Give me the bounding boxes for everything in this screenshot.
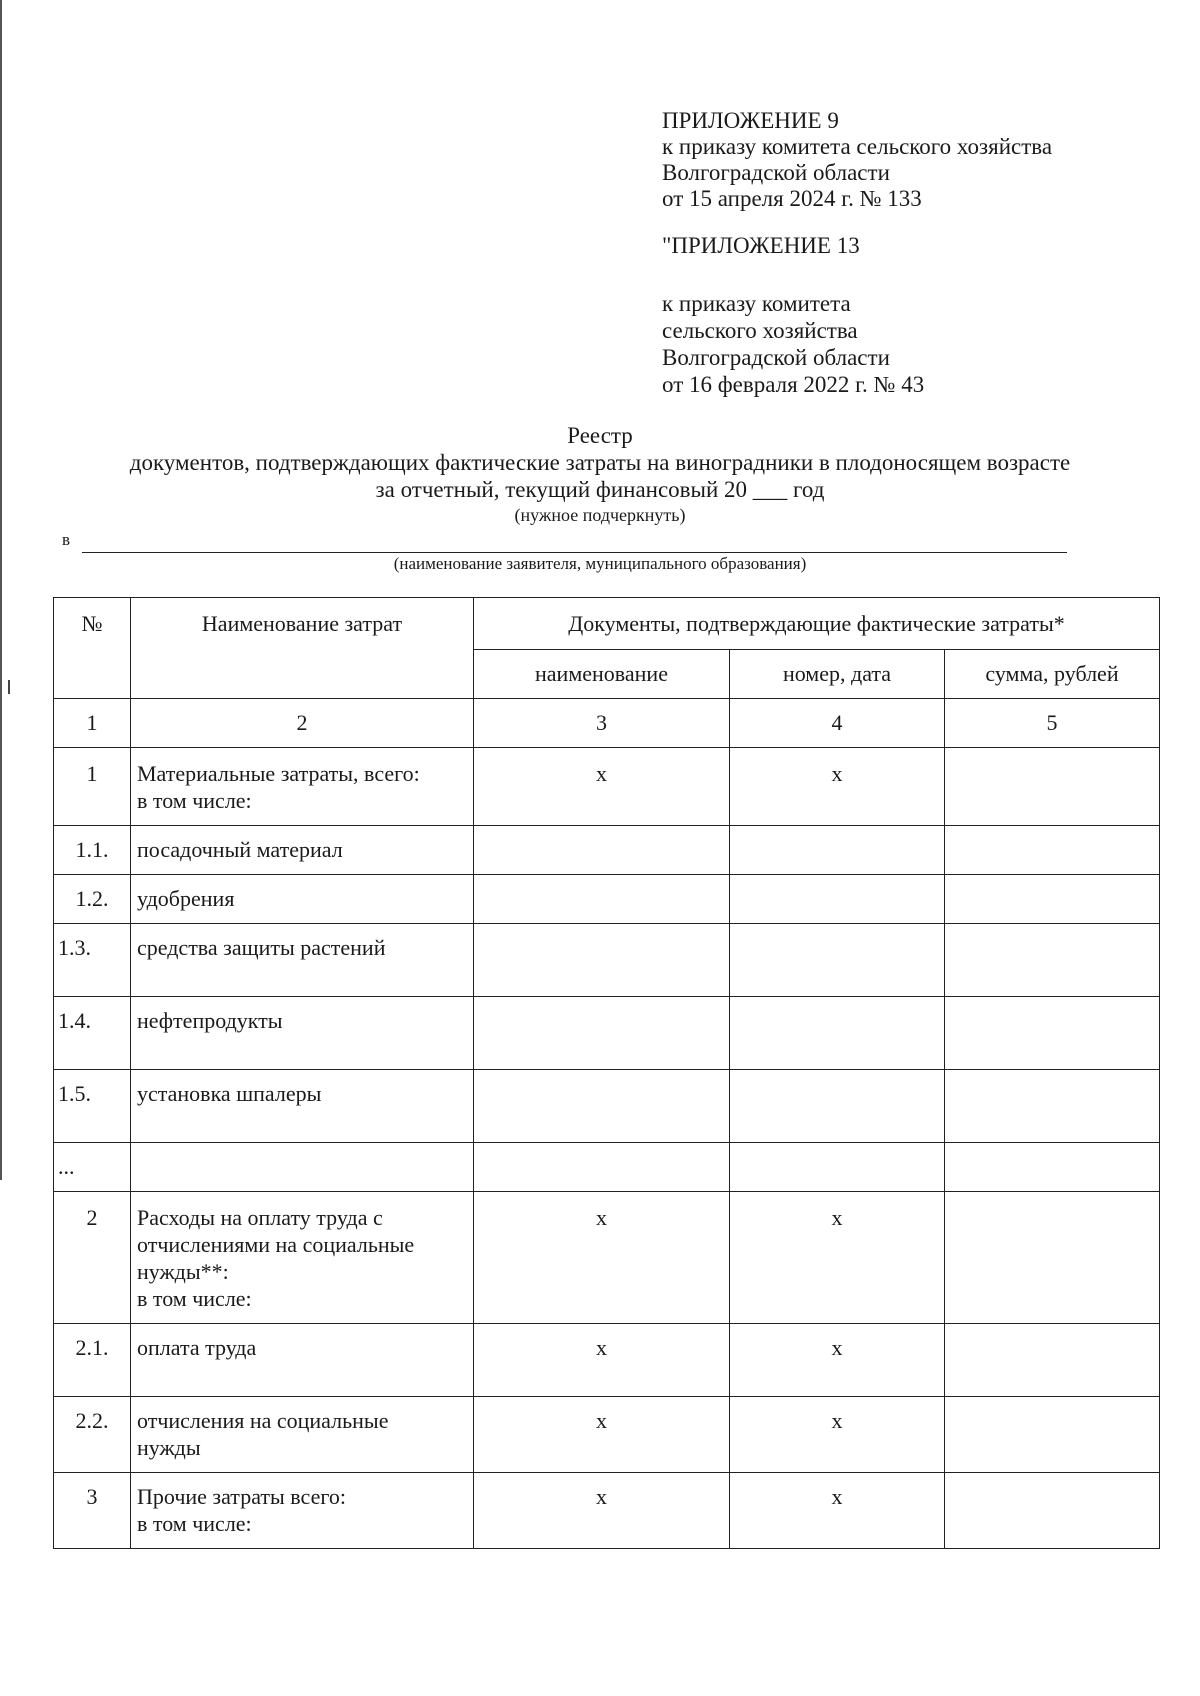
- cell-doc-number: х: [730, 1192, 945, 1324]
- header-name: Наименование затрат: [131, 598, 474, 699]
- applicant-prefix: в: [62, 530, 71, 549]
- cell-doc-name: х: [474, 748, 730, 826]
- row-name: [131, 1473, 474, 1549]
- applicant-blank-line: [82, 552, 1067, 553]
- row-name: [131, 1397, 474, 1473]
- column-number: 1: [54, 699, 131, 748]
- cell-doc-sum: [945, 826, 1160, 875]
- row-name-line: отчислениями на социальные: [137, 1232, 415, 1257]
- cell-doc-number: [730, 997, 945, 1070]
- cell-doc-name: [474, 826, 730, 875]
- row-name: удобрения: [131, 875, 474, 924]
- table-row: [54, 826, 1160, 875]
- row-name: нефтепродукты: [131, 997, 474, 1070]
- cell-doc-number: х: [730, 1324, 945, 1397]
- row-number: ...: [54, 1143, 131, 1192]
- applicant-caption: (наименование заявителя, муниципального образования): [393, 554, 807, 573]
- row-name-line: в том числе:: [137, 788, 252, 813]
- registry-table: [53, 597, 1160, 1549]
- registry-title-line: документов, подтверждающих фактические затраты на виноградники в плодоносящем возрасте: [129, 450, 1071, 475]
- row-name-line: Расходы на оплату труда с: [137, 1205, 383, 1230]
- header-doc-sum: сумма, рублей: [945, 650, 1160, 699]
- cell-doc-number: [730, 875, 945, 924]
- row-name: [131, 1192, 474, 1324]
- column-number: 4: [730, 699, 945, 748]
- cell-doc-name: [474, 875, 730, 924]
- annex-line: Волгоградской области: [662, 160, 890, 185]
- table-row: [54, 1143, 1160, 1192]
- annex-header: [662, 108, 1052, 212]
- row-number: 2.2.: [54, 1397, 131, 1473]
- annex-line: к приказу комитета: [662, 291, 851, 316]
- row-name-line: в том числе:: [137, 1511, 252, 1536]
- row-number: 1.2.: [54, 875, 131, 924]
- row-number: 1.4.: [54, 997, 131, 1070]
- row-name: средства защиты растений: [131, 924, 474, 997]
- row-name-line: Прочие затраты всего:: [137, 1484, 346, 1509]
- row-name: посадочный материал: [131, 826, 474, 875]
- cell-doc-sum: [945, 997, 1160, 1070]
- annex-title: ПРИЛОЖЕНИЕ 9: [662, 108, 839, 133]
- table-row: [54, 748, 1160, 826]
- cell-doc-name: х: [474, 1192, 730, 1324]
- cell-doc-sum: [945, 924, 1160, 997]
- header-no: №: [54, 598, 131, 699]
- row-name-line: нужды**:: [137, 1259, 229, 1284]
- header-doc-name: наименование: [474, 650, 730, 699]
- cell-doc-name: [474, 924, 730, 997]
- row-number: 1: [54, 748, 131, 826]
- row-number: 2.1.: [54, 1324, 131, 1397]
- row-name: [131, 1143, 474, 1192]
- cell-doc-sum: [945, 1397, 1160, 1473]
- column-number: 5: [945, 699, 1160, 748]
- cell-doc-sum: [945, 1324, 1160, 1397]
- registry-title-line: за отчетный, текущий финансовый 20 ___ год: [375, 477, 825, 502]
- cell-doc-name: [474, 997, 730, 1070]
- scan-left-edge: [0, 0, 2, 1180]
- table-row: [54, 924, 1160, 997]
- cell-doc-number: [730, 924, 945, 997]
- cell-doc-sum: [945, 875, 1160, 924]
- registry-title-line: Реестр: [567, 423, 633, 448]
- row-number: 1.5.: [54, 1070, 131, 1143]
- cell-doc-sum: [945, 1192, 1160, 1324]
- table-row: [54, 997, 1160, 1070]
- scan-mark: [8, 680, 10, 694]
- column-number: 3: [474, 699, 730, 748]
- table-row: [54, 1070, 1160, 1143]
- table-row: [54, 1473, 1160, 1549]
- annex-header-2: [662, 233, 860, 259]
- cell-doc-name: [474, 1143, 730, 1192]
- cell-doc-number: х: [730, 1473, 945, 1549]
- annex-line: от 15 апреля 2024 г. № 133: [662, 186, 922, 211]
- table-row: [54, 1324, 1160, 1397]
- row-number: 2: [54, 1192, 131, 1324]
- cell-doc-name: х: [474, 1397, 730, 1473]
- row-name: установка шпалеры: [131, 1070, 474, 1143]
- row-number: 1.1.: [54, 826, 131, 875]
- row-name-line: Материальные затраты, всего:: [137, 761, 420, 786]
- cell-doc-number: х: [730, 1397, 945, 1473]
- row-name-line: нужды: [137, 1435, 201, 1460]
- column-number: 2: [131, 699, 474, 748]
- annex-line: сельского хозяйства: [662, 318, 858, 343]
- table-row: [54, 875, 1160, 924]
- row-number: 1.3.: [54, 924, 131, 997]
- cell-doc-name: х: [474, 1473, 730, 1549]
- cell-doc-sum: [945, 1473, 1160, 1549]
- table-header-row: [54, 598, 1160, 650]
- cell-doc-name: [474, 1070, 730, 1143]
- cell-doc-sum: [945, 1070, 1160, 1143]
- column-number-row: [54, 699, 1160, 748]
- cell-doc-name: х: [474, 1324, 730, 1397]
- row-name-line: в том числе:: [137, 1286, 252, 1311]
- header-doc-number: номер, дата: [730, 650, 945, 699]
- cell-doc-sum: [945, 1143, 1160, 1192]
- cell-doc-number: [730, 826, 945, 875]
- cell-doc-number: х: [730, 748, 945, 826]
- row-name-line: отчисления на социальные: [137, 1408, 389, 1433]
- cell-doc-number: [730, 1070, 945, 1143]
- annex-line: к приказу комитета сельского хозяйства: [662, 134, 1053, 159]
- cell-doc-number: [730, 1143, 945, 1192]
- registry-title-note: (нужное подчеркнуть): [514, 505, 686, 525]
- row-number: 3: [54, 1473, 131, 1549]
- table-row: [54, 1192, 1160, 1324]
- cell-doc-sum: [945, 748, 1160, 826]
- header-docs: Документы, подтверждающие фактические затраты*: [474, 598, 1160, 650]
- annex-header-2-body: [662, 290, 924, 398]
- row-name: оплата труда: [131, 1324, 474, 1397]
- annex-line: от 16 февраля 2022 г. № 43: [662, 372, 925, 397]
- registry-title: [0, 422, 1200, 527]
- annex-line: Волгоградской области: [662, 345, 890, 370]
- table-row: [54, 1397, 1160, 1473]
- row-name: [131, 748, 474, 826]
- annex-title: "ПРИЛОЖЕНИЕ 13: [662, 233, 860, 258]
